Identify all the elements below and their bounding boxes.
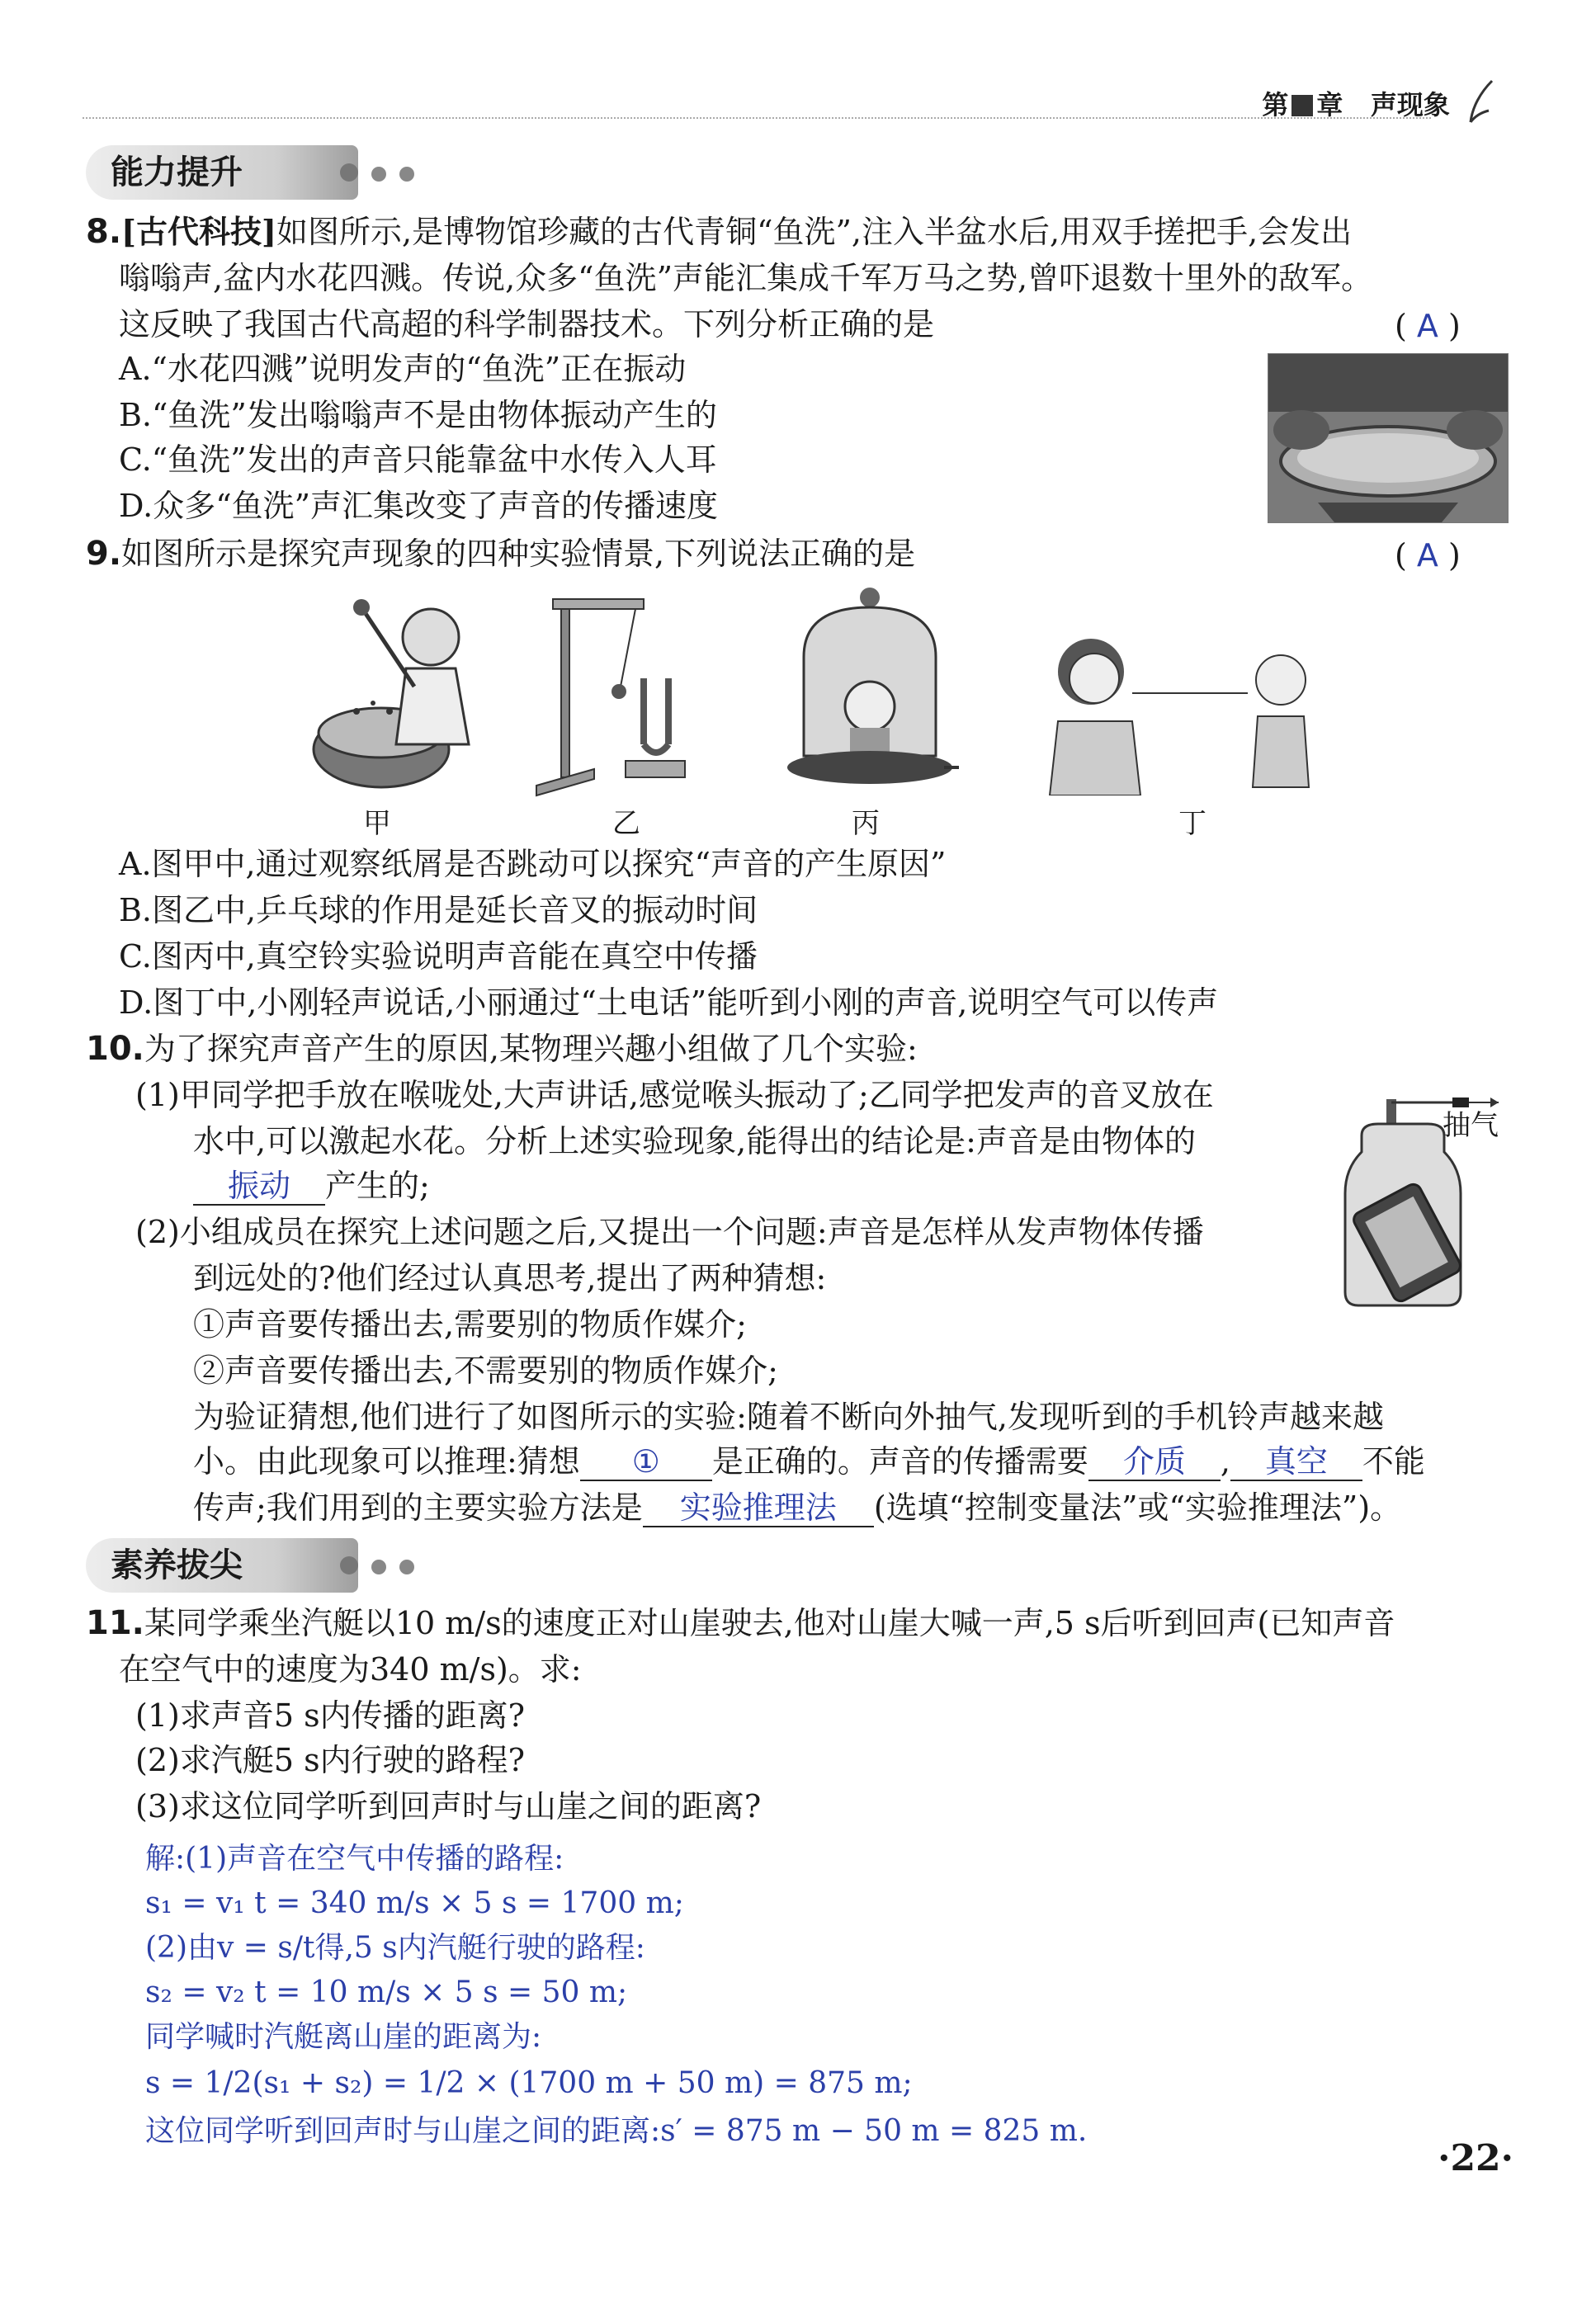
caption-jia: 甲	[363, 807, 391, 840]
q9-option-a: A.图甲中,通过观察纸屑是否跳动可以探究“声音的产生原因”	[119, 846, 947, 882]
figure-ding-string-phone	[1041, 630, 1330, 795]
solution-line-1: 解:(1)声音在空气中传播的路程:	[145, 1842, 564, 1876]
blank-vibration: 振动	[193, 1168, 325, 1206]
q9-option-c: C.图丙中,真空铃实验说明声音能在真空中传播	[119, 938, 758, 975]
figure-bing-bell-jar	[779, 583, 961, 802]
blank-method: 实验推理法	[643, 1489, 874, 1527]
page-number: ·22·	[1438, 2137, 1513, 2179]
bronze-basin-photo	[1268, 353, 1509, 523]
quill-icon	[1464, 79, 1497, 125]
solution-line-5: 同学喊时汽艇离山崖的距离为:	[145, 2020, 542, 2054]
q9-line	[86, 531, 915, 576]
q10-p1-line3	[193, 1164, 430, 1208]
blank-vacuum: 真空	[1230, 1443, 1362, 1481]
q11-sub2: (2)求汽艇5 s内行驶的路程?	[135, 1742, 525, 1778]
q11-number: 11.	[86, 1604, 144, 1642]
q10-guess1: ①声音要传播出去,需要别的物质作媒介;	[193, 1306, 747, 1343]
q10-line	[86, 1027, 918, 1071]
section-title-ability: 能力提升	[86, 145, 358, 200]
q10-p2-line3: 为验证猜想,他们进行了如图所示的实验:随着不断向外抽气,发现听到的手机铃声越来越	[193, 1399, 1384, 1435]
q11-sub1: (1)求声音5 s内传播的距离?	[135, 1697, 525, 1734]
solution-line-3: (2)由v = s/t得,5 s内汽艇行驶的路程:	[145, 1931, 645, 1965]
q9-answer: A	[1416, 537, 1438, 574]
q10-l4b: 是正确的。声音的传播需要	[711, 1443, 1088, 1480]
figure-yi-tuning-fork	[528, 588, 693, 802]
caption-ding: 丁	[1178, 807, 1206, 840]
q9-number: 9.	[86, 535, 122, 573]
q10-p2-line2: 到远处的?他们经过认真思考,提出了两种猜想:	[193, 1260, 827, 1296]
blank-medium: 介质	[1088, 1443, 1221, 1481]
q10-p1-line2: 水中,可以激起水花。分析上述实验现象,能得出的结论是:声音是由物体的	[193, 1123, 1196, 1159]
q11-sub3: (3)求这位同学听到回声时与山崖之间的距离?	[135, 1788, 762, 1824]
q10-p2-line4	[193, 1439, 1425, 1484]
chapter-title: 声现象	[1370, 89, 1450, 120]
section-dots-2	[340, 1556, 427, 1578]
q11-stem-1: 某同学乘坐汽艇以10 m/s的速度正对山崖驶去,他对山崖大喊一声,5 s后听到回声(已知声音	[144, 1605, 1395, 1641]
blank-guess: ①	[580, 1443, 712, 1481]
q9-stem: 如图所示是探究声现象的四种实验情景,下列说法正确的是	[121, 536, 916, 572]
section-title-top: 素养拔尖	[86, 1538, 358, 1593]
solution-line-2: s₁ = v₁ t = 340 m/s × 5 s = 1700 m;	[145, 1886, 684, 1920]
q10-l4c: 不能	[1362, 1443, 1425, 1480]
q10-comma: ,	[1220, 1443, 1230, 1480]
solution-line-4: s₂ = v₂ t = 10 m/s × 5 s = 50 m;	[145, 1975, 628, 2009]
chapter-prefix: 第	[1262, 89, 1289, 120]
q8-line3: 这反映了我国古代高超的科学制器技术。下列分析正确的是	[119, 306, 935, 342]
q9-answer-bracket: ( A )	[1395, 537, 1461, 574]
q10-number: 10.	[86, 1030, 144, 1068]
q8-stem-1: 如图所示,是博物馆珍藏的古代青铜“鱼洗”,注入半盆水后,用双手搓把手,会发出	[276, 214, 1353, 250]
chapter-number-box	[1291, 95, 1313, 116]
section-dots-1	[340, 163, 427, 185]
q10-p1-line1: (1)甲同学把手放在喉咙处,大声讲话,感觉喉头振动了;乙同学把发声的音叉放在	[135, 1077, 1214, 1113]
figure-jia-drum	[307, 588, 489, 802]
q10-guess2: ②声音要传播出去,不需要别的物质作媒介;	[193, 1352, 778, 1389]
q8-option-b: B.“鱼洗”发出嗡嗡声不是由物体振动产生的	[119, 397, 717, 433]
header-divider	[83, 117, 1431, 119]
q8-number: 8.	[86, 213, 122, 251]
q10-p2-line1: (2)小组成员在探究上述问题之后,又提出一个问题:声音是怎样从发声物体传播	[135, 1214, 1204, 1250]
q11-line2: 在空气中的速度为340 m/s)。求:	[119, 1651, 582, 1688]
q10-l5b: (选填“控制变量法”或“实验推理法”)。	[873, 1489, 1402, 1526]
solution-line-7: 这位同学听到回声时与山崖之间的距离:s′ = 875 m − 50 m = 825 m.	[145, 2114, 1088, 2148]
q11-line1	[86, 1601, 1395, 1645]
q10-l4a: 小。由此现象可以推理:猜想	[193, 1443, 580, 1480]
solution-line-6: s = 1/2(s₁ + s₂) = 1/2 × (1700 m + 50 m) = 875 m;	[145, 2066, 913, 2100]
q8-answer: A	[1416, 308, 1438, 344]
label-pump-air: 抽气	[1443, 1109, 1499, 1142]
q9-option-b: B.图乙中,乒乓球的作用是延长音叉的振动时间	[119, 892, 758, 928]
q8-line1	[86, 210, 1352, 254]
q9-option-d: D.图丁中,小刚轻声说话,小丽通过“土电话”能听到小刚的声音,说明空气可以传声	[119, 984, 1219, 1021]
caption-bing: 丙	[852, 807, 880, 840]
q10-stem: 为了探究声音产生的原因,某物理兴趣小组做了几个实验:	[144, 1031, 918, 1067]
q10-p1-tail: 产生的;	[325, 1168, 430, 1204]
q10-p2-line5	[193, 1485, 1401, 1530]
q8-option-d: D.众多“鱼洗”声汇集改变了声音的传播速度	[119, 488, 719, 524]
q8-option-c: C.“鱼洗”发出的声音只能靠盆中水传入人耳	[119, 441, 717, 478]
q8-line2: 嗡嗡声,盆内水花四溅。传说,众多“鱼洗”声能汇集成千军万马之势,曾吓退数十里外的敌军。	[119, 260, 1373, 296]
chapter-suffix: 章	[1316, 89, 1343, 120]
q8-tag: [古代科技]	[121, 213, 276, 250]
q8-answer-bracket: ( A )	[1395, 308, 1461, 344]
q8-option-a: A.“水花四溅”说明发声的“鱼洗”正在振动	[119, 351, 687, 387]
q10-l5a: 传声;我们用到的主要实验方法是	[193, 1489, 643, 1526]
caption-yi: 乙	[612, 807, 640, 840]
